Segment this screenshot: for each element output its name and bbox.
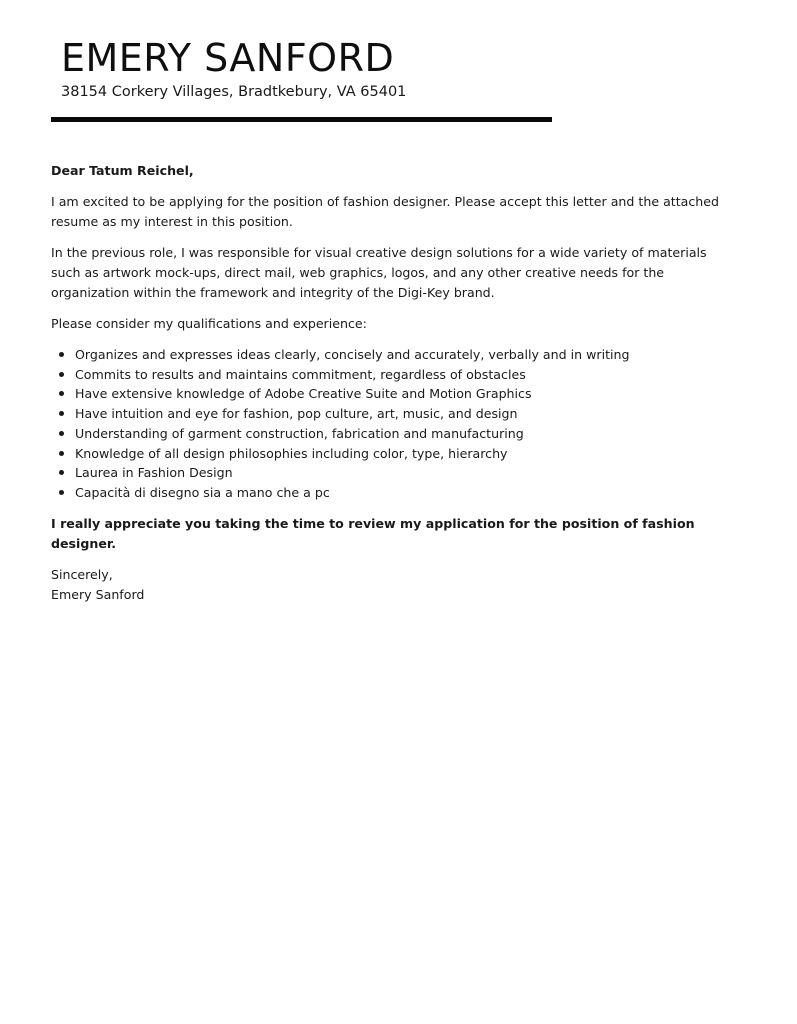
qualifications-intro: Please consider my qualifications and experience: [51,316,367,331]
list-item [75,424,731,444]
bullet-icon [59,431,64,436]
signature-name: Emery Sanford [51,586,145,602]
list-item [75,384,731,404]
bullet-icon [59,372,64,377]
bullet-icon [59,451,64,456]
list-item [75,444,731,464]
list-item-text: Have intuition and eye for fashion, pop culture, art, music, and design [75,406,518,422]
applicant-address: 38154 Corkery Villages, Bradtkebury, VA 65401 [61,84,407,100]
list-item-text: Understanding of garment construction, fabrication and manufacturing [75,425,524,441]
qualifications-list [51,345,731,503]
letter-header [61,34,761,102]
header-divider [51,117,552,122]
list-item-text: Commits to results and maintains commitment, regardless of obstacles [75,366,526,382]
bullet-icon [59,490,64,495]
list-item-text: Have extensive knowledge of Adobe Creative Suite and Motion Graphics [75,386,532,402]
list-item-text: Laurea in Fashion Design [75,465,233,481]
applicant-name: EMERY SANFORD [61,36,395,80]
letter-body [51,161,731,605]
bullet-icon [59,391,64,396]
salutation: Dear Tatum Reichel, [51,163,194,178]
list-item [75,404,731,424]
intro-paragraph: I am excited to be applying for the position of fashion designer. Please accept this letter and the attached resume as my interest in this position. [51,194,720,229]
list-item-text: Organizes and expresses ideas clearly, concisely and accurately, verbally and in writing [75,347,630,362]
bullet-icon [59,470,64,475]
bullet-icon [59,411,64,416]
list-item [75,463,731,483]
list-item-text: Capacità di disegno sia a mano che a pc [75,484,330,500]
list-item [75,365,731,385]
signoff: Sincerely, [51,566,113,582]
list-item [75,345,731,365]
closing-statement: I really appreciate you taking the time to review my application for the position of fashion designer. [51,515,695,551]
list-item [75,483,731,503]
list-item-text: Knowledge of all design philosophies including color, type, hierarchy [75,445,508,461]
bullet-icon [59,352,64,357]
experience-paragraph: In the previous role, I was responsible for visual creative design solutions for a wide variety of materials such as artwork mock-ups, direct mail, web graphics, logos, and any other creative needs for the organization within the framework and integrity of the Digi-Key brand. [51,245,707,300]
